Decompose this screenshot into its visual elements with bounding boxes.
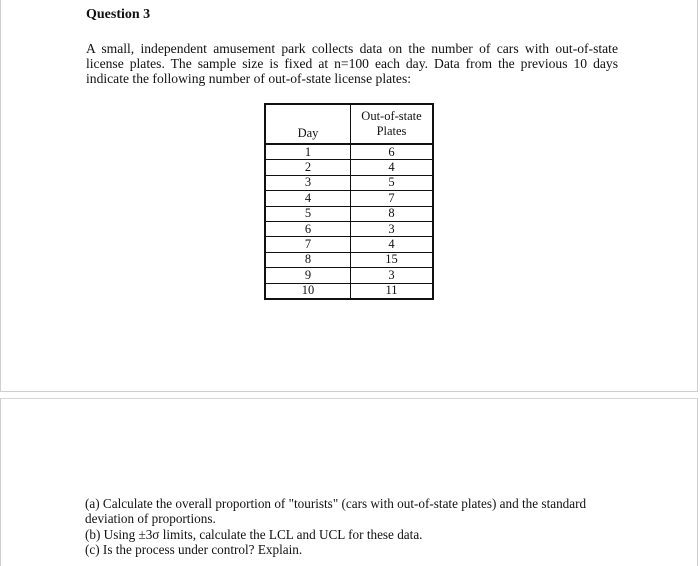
cell-plates: 8: [351, 206, 434, 221]
plates-table: [264, 103, 434, 300]
cell-day: 2: [265, 160, 351, 175]
table-row: [265, 160, 433, 175]
question-title: Question 3: [86, 7, 151, 22]
question-intro: A small, independent amusement park collects data on the number of cars with out-of-state license plates. The sample size is fixed at n=100 each day. Data from the previous 10 days indicate the following number of out-of-state license plates:: [86, 41, 618, 86]
table-row: [265, 206, 433, 221]
cell-day: 8: [265, 252, 351, 267]
cell-plates: 6: [351, 144, 434, 160]
header-day: Day: [265, 104, 351, 144]
table-row: [265, 268, 433, 283]
subquestion-b: (b) Using ±3σ limits, calculate the LCL and UCL for these data.: [85, 526, 423, 542]
header-plates-line2: Plates: [376, 124, 407, 138]
cell-day: 7: [265, 237, 351, 252]
table-row: [265, 191, 433, 206]
cell-plates: 3: [351, 268, 434, 283]
table-row: [265, 175, 433, 190]
subquestions: [85, 496, 605, 558]
subquestion-c: (c) Is the process under control? Explain.: [85, 542, 303, 558]
cell-day: 10: [265, 283, 351, 299]
table-row: [265, 221, 433, 236]
cell-day: 4: [265, 191, 351, 206]
table-row: [265, 144, 433, 160]
cell-plates: 7: [351, 191, 434, 206]
table-row: [265, 283, 433, 299]
subquestion-a: (a) Calculate the overall proportion of "tourists" (cars with out-of-state plates) and the standard deviation of proportions.: [85, 496, 587, 527]
table-row: [265, 237, 433, 252]
cell-plates: 15: [351, 252, 434, 267]
cell-plates: 4: [351, 160, 434, 175]
table-header-row: [265, 104, 433, 144]
cell-plates: 3: [351, 221, 434, 236]
header-plates: [351, 104, 434, 144]
cell-day: 6: [265, 221, 351, 236]
cell-plates: 4: [351, 237, 434, 252]
cell-day: 1: [265, 144, 351, 160]
cell-day: 5: [265, 206, 351, 221]
table-row: [265, 252, 433, 267]
cell-day: 3: [265, 175, 351, 190]
cell-plates: 11: [351, 283, 434, 299]
cell-day: 9: [265, 268, 351, 283]
header-plates-line1: Out-of-state: [361, 109, 422, 123]
cell-plates: 5: [351, 175, 434, 190]
